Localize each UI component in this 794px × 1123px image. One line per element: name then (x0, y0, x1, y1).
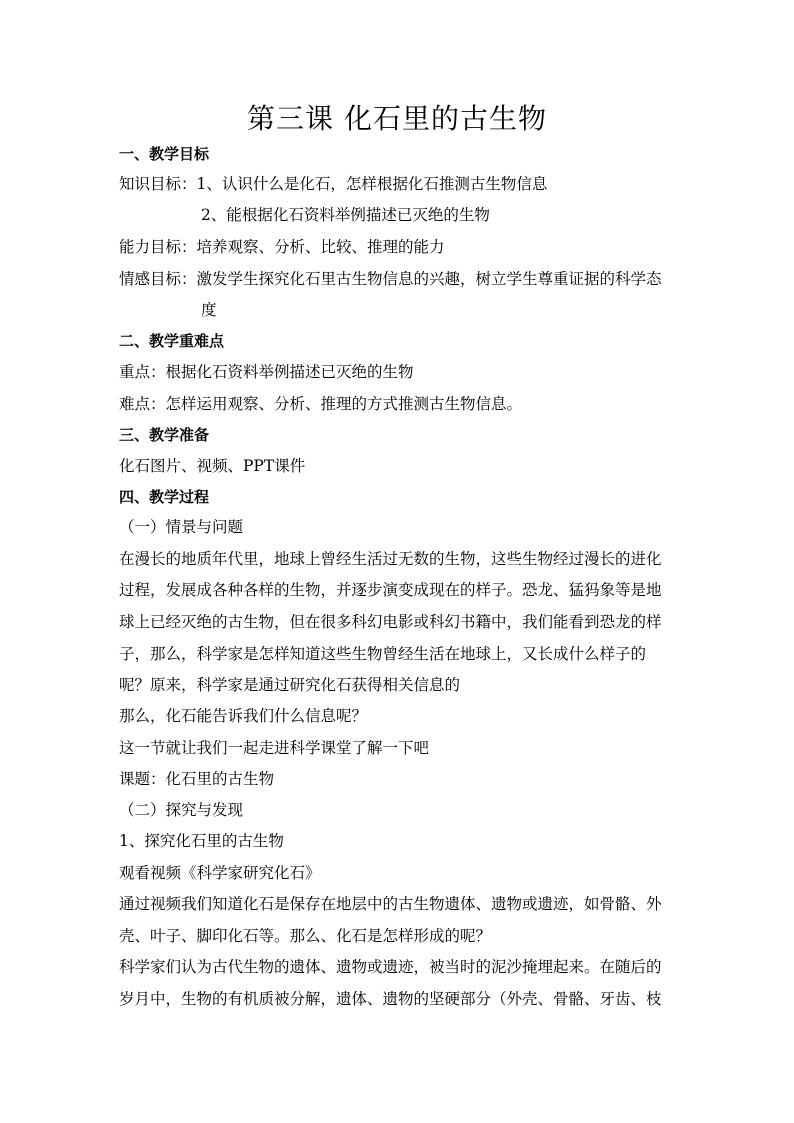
topic-line: 课题：化石里的古生物 (119, 770, 275, 788)
question-line: 那么，化石能告诉我们什么信息呢？ (119, 707, 368, 725)
paragraph-line: 过程，发展成各种各样的生物，并逐步演变成现在的样子。恐龙、猛犸象等是地 (119, 581, 662, 599)
section-heading-objectives: 一、教学目标 (119, 145, 210, 163)
subsection-heading: （一）情景与问题 (119, 518, 244, 536)
paragraph-line: 球上已经灭绝的古生物，但在很多科幻电影或科幻书籍中，我们能看到恐龙的样 (119, 613, 662, 631)
ability-goal-line: 能力目标：培养观察、分析、比较、推理的能力 (119, 238, 445, 256)
paragraph-line: 壳、叶子、脚印化石等。那么、化石是怎样形成的呢？ (119, 927, 492, 945)
section-heading-process: 四、教学过程 (119, 488, 210, 506)
intro-line: 这一节就让我们一起走进科学课堂了解一下吧 (119, 739, 430, 757)
video-line: 观看视频《科学家研究化石》 (119, 864, 321, 882)
paragraph-line: 呢？原来，科学家是通过研究化石获得相关信息的 (119, 676, 461, 694)
emotion-goal-line: 情感目标：激发学生探究化石里古生物信息的兴趣，树立学生尊重证据的科学态 (119, 270, 662, 288)
paragraph-line: 通过视频我们知道化石是保存在地层中的古生物遗体、遗物或遗迹，如骨骼、外 (119, 895, 662, 913)
difficulty-line: 难点：怎样运用观察、分析、推理的方式推测古生物信息。 (119, 395, 523, 413)
emotion-goal-line: 度 (201, 301, 217, 319)
key-point-line: 重点：根据化石资料举例描述已灭绝的生物 (119, 363, 414, 381)
paragraph-line: 在漫长的地质年代里，地球上曾经生活过无数的生物，这些生物经过漫长的进化 (119, 550, 662, 568)
section-heading-key-points: 二、教学重难点 (119, 332, 225, 350)
paragraph-line: 科学家们认为古代生物的遗体、遗物或遗迹，被当时的泥沙掩埋起来。在随后的 (119, 958, 662, 976)
paragraph-line: 岁月中，生物的有机质被分解，遗体、遗物的坚硬部分（外壳、骨骼、牙齿、枝 (119, 990, 662, 1008)
materials-line: 化石图片、视频、PPT课件 (119, 457, 306, 475)
paragraph-line: 子，那么，科学家是怎样知道这些生物曾经生活在地球上，又长成什么样子的 (119, 645, 647, 663)
page-title: 第三课 化石里的古生物 (247, 102, 547, 135)
section-heading-preparation: 三、教学准备 (119, 426, 210, 444)
knowledge-goal-line: 知识目标：1、认识什么是化石，怎样根据化石推测古生物信息 (119, 175, 548, 193)
subsection-heading: （二）探究与发现 (119, 801, 244, 819)
knowledge-goal-line: 2、能根据化石资料举例描述已灭绝的生物 (201, 206, 490, 224)
item-heading: 1、探究化石里的古生物 (119, 832, 284, 850)
